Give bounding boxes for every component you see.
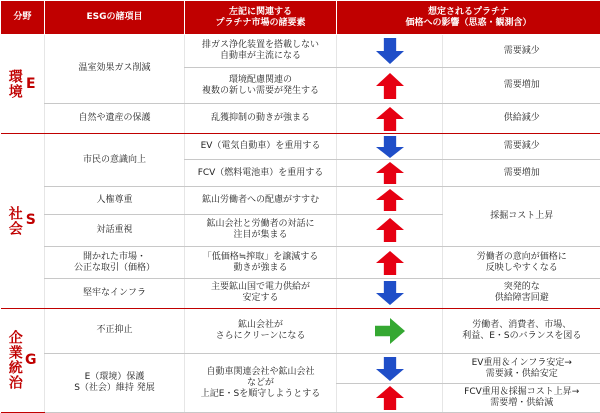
- down-arrow-icon: [376, 281, 404, 305]
- table-row: [1, 134, 600, 160]
- esg-item: E（環境）保護 S（社会）維持 発展: [45, 354, 185, 413]
- price-impact: 需要増加: [443, 160, 600, 187]
- category-code: G: [22, 351, 39, 369]
- category-label: 環境: [6, 69, 23, 100]
- market-element: 環境配慮関連の 複数の新しい需要が発生する: [185, 68, 337, 104]
- arrow-cell: [337, 134, 443, 160]
- right-arrow-icon: [375, 318, 405, 344]
- esg-item: 自然や遺産の保護: [45, 103, 185, 133]
- price-impact: 供給減少: [443, 103, 600, 133]
- arrow-cell: [337, 279, 443, 308]
- down-arrow-icon: [376, 136, 404, 158]
- arrow-cell: [337, 246, 443, 278]
- market-element: 排ガス浄化装置を搭載しない 自動車が主流になる: [185, 35, 337, 68]
- header-category: 分野: [1, 1, 45, 35]
- market-element: 鉱山労働者への配慮がすすむ: [185, 187, 337, 214]
- up-arrow-shape: [376, 218, 404, 242]
- down-arrow-shape: [376, 357, 404, 381]
- table-row: [1, 354, 600, 383]
- up-arrow-shape: [376, 162, 404, 184]
- esg-item: 対話重視: [45, 214, 185, 246]
- down-arrow-icon: [376, 357, 404, 381]
- table-row: [1, 279, 600, 308]
- price-impact: 採掘コスト上昇: [443, 187, 600, 247]
- up-arrow-shape: [376, 386, 404, 410]
- up-arrow-icon: [376, 73, 404, 99]
- arrow-cell: [337, 103, 443, 133]
- price-impact: 需要減少: [443, 134, 600, 160]
- category-label: 社会: [6, 205, 23, 236]
- price-impact: 需要増加: [443, 68, 600, 104]
- price-impact: EV重用＆インフラ安定→ 需要減・供給安定: [443, 354, 600, 383]
- price-impact: 労働者の意向が価格に 反映しやすくなる: [443, 246, 600, 278]
- down-arrow-shape: [376, 38, 404, 64]
- arrow-cell: [337, 214, 443, 246]
- arrow-cell: [337, 187, 443, 214]
- up-arrow-icon: [376, 189, 404, 211]
- category-environment: [1, 35, 45, 134]
- arrow-cell: [337, 68, 443, 104]
- up-arrow-icon: [376, 218, 404, 242]
- table-row: [1, 246, 600, 278]
- header-esg-items: ESGの諸項目: [45, 1, 185, 35]
- up-arrow-shape: [376, 73, 404, 99]
- market-element: FCV（燃料電池車）を重用する: [185, 160, 337, 187]
- up-arrow-shape: [376, 251, 404, 275]
- esg-item: 温室効果ガス削減: [45, 35, 185, 104]
- right-arrow-shape: [375, 318, 405, 344]
- table-row: [1, 308, 600, 354]
- category-label: 企業統治: [6, 330, 23, 391]
- price-impact: 需要減少: [443, 35, 600, 68]
- esg-item: 市民の意識向上: [45, 134, 185, 187]
- market-element: EV（電気自動車）を重用する: [185, 134, 337, 160]
- esg-item: 不正抑止: [45, 308, 185, 354]
- esg-item: 堅牢なインフラ: [45, 279, 185, 308]
- header-market-elements: 左記に関連する プラチナ市場の諸要素: [185, 1, 337, 35]
- category-code: E: [22, 75, 39, 93]
- market-element: 自動車関連会社や鉱山会社 などが 上記E・Sを順守しようとする: [185, 354, 337, 413]
- market-element: 「低価格≒搾取」を譲減する 動きが強まる: [185, 246, 337, 278]
- header-row: [1, 1, 600, 35]
- arrow-cell: [337, 35, 443, 68]
- category-governance: [1, 308, 45, 412]
- esg-item: 人権尊重: [45, 187, 185, 214]
- down-arrow-shape: [376, 281, 404, 305]
- market-element: 鉱山会社が さらにクリーンになる: [185, 308, 337, 354]
- market-element: 主要鉱山国で電力供給が 安定する: [185, 279, 337, 308]
- price-impact: 突発的な 供給障害回避: [443, 279, 600, 308]
- up-arrow-icon: [376, 386, 404, 410]
- table-row: [1, 35, 600, 68]
- category-code: S: [22, 212, 39, 230]
- header-price-impact: 想定されるプラチナ 価格への影響（思惑・観測含）: [337, 1, 600, 35]
- arrow-cell: [337, 383, 443, 412]
- price-impact: 労働者、消費者、市場、 利益、E・Sのバランスを図る: [443, 308, 600, 354]
- table-row: [1, 187, 600, 214]
- market-element: 乱獲抑制の動きが強まる: [185, 103, 337, 133]
- arrow-cell: [337, 160, 443, 187]
- price-impact: FCV重用＆採掘コスト上昇→ 需要増・供給減: [443, 383, 600, 412]
- up-arrow-shape: [376, 107, 404, 131]
- category-social: [1, 134, 45, 308]
- up-arrow-icon: [376, 251, 404, 275]
- up-arrow-icon: [376, 107, 404, 131]
- arrow-cell: [337, 354, 443, 383]
- arrow-cell: [337, 308, 443, 354]
- market-element: 鉱山会社と労働者の対話に 注目が集まる: [185, 214, 337, 246]
- esg-item: 開かれた市場・ 公正な取引（価格）: [45, 246, 185, 278]
- table-row: [1, 103, 600, 133]
- down-arrow-shape: [376, 136, 404, 158]
- up-arrow-shape: [376, 189, 404, 211]
- up-arrow-icon: [376, 162, 404, 184]
- down-arrow-icon: [376, 38, 404, 64]
